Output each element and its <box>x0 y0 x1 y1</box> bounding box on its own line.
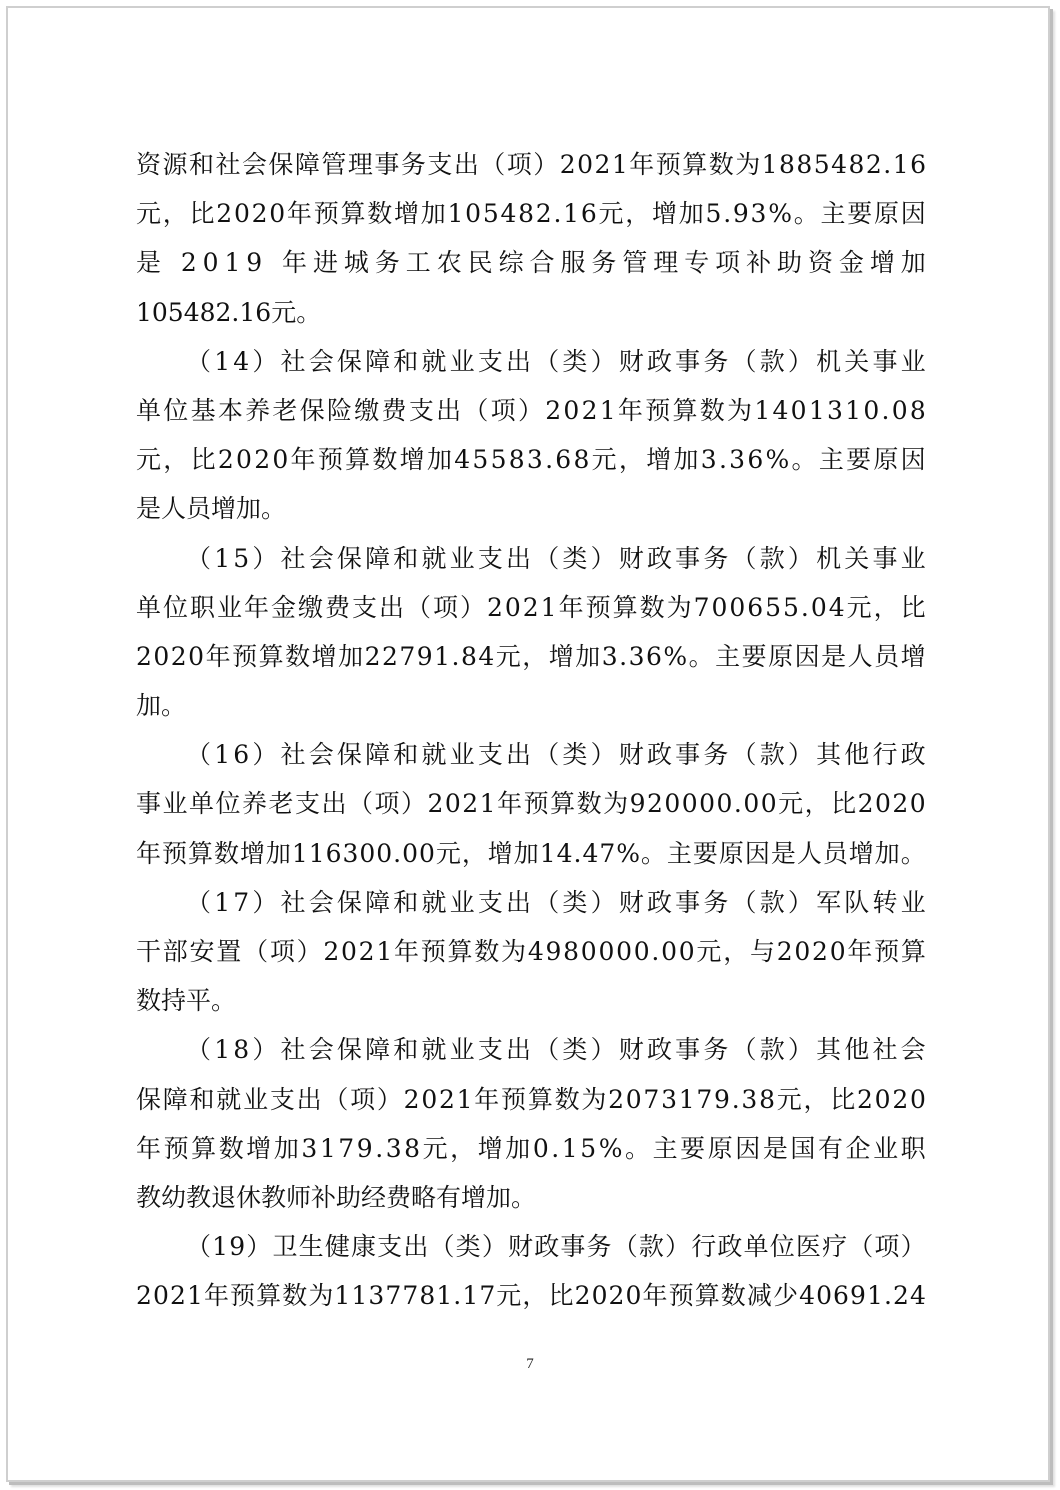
text-line: （ 1 6 ） 社 会 保 障 和 就 业 支 出 （ 类 ） 财 政 事 务 （ 款 ） 其 他 行 政 <box>186 740 926 770</box>
text-line: 数持平。 <box>136 986 237 1016</box>
text-line: 单 位 职 业 年 金 缴 费 支 出 （ 项 ） 2 0 2 1 年 预 算 数 为 7 0 0 6 5 5 . 0 4 元 ， 比 <box>136 592 926 622</box>
text-line: （ 1 8 ） 社 会 保 障 和 就 业 支 出 （ 类 ） 财 政 事 务 （ 款 ） 其 他 社 会 <box>186 1035 926 1065</box>
text-line: 事 业 单 位 养 老 支 出 （ 项 ） 2 0 2 1 年 预 算 数 为 9 2 0 0 0 0 . 0 0 元 ， 比 2 0 2 0 <box>136 789 926 819</box>
text-line: 单 位 基 本 养 老 保 险 缴 费 支 出 （ 项 ） 2 0 2 1 年 预 算 数 为 1 4 0 1 3 1 0 . 0 8 <box>136 395 926 425</box>
text-line: 元 ， 比 2 0 2 0 年 预 算 数 增 加 1 0 5 4 8 2 . 1 6 元 ， 增 加 5 . 9 3 % 。 主 要 原 因 <box>136 199 926 229</box>
document-body <box>136 140 926 1321</box>
text-line: 教幼教退休教师补助经费略有增加。 <box>136 1182 537 1212</box>
text-line: 干 部 安 置 （ 项 ） 2 0 2 1 年 预 算 数 为 4 9 8 0 0 0 0 . 0 0 元 ， 与 2 0 2 0 年 预 算 <box>136 937 926 966</box>
text-line: 是人员增加。 <box>136 494 287 524</box>
text-line: 年 预 算 数 增 加 3 1 7 9 . 3 8 元 ， 增 加 0 . 1 5 % 。 主 要 原 因 是 国 有 企 业 职 <box>136 1133 926 1163</box>
text-line: （ 1 7 ） 社 会 保 障 和 就 业 支 出 （ 类 ） 财 政 事 务 （ 款 ） 军 队 转 业 <box>186 887 926 917</box>
text-line: （ 1 9 ） 卫 生 健 康 支 出 （ 类 ） 财 政 事 务 （ 款 ） 行 政 单 位 医 疗 （ 项 ） <box>186 1232 926 1262</box>
text-line: 105482.16元。 <box>136 297 322 327</box>
text-line: 元 ， 比 2 0 2 0 年 预 算 数 增 加 4 5 5 8 3 . 6 8 元 ， 增 加 3 . 3 6 % 。 主 要 原 因 <box>136 445 926 475</box>
text-line: 2 0 2 0 年 预 算 数 增 加 2 2 7 9 1 . 8 4 元 ， 增 加 3 . 3 6 % 。 主 要 原 因 是 人 员 增 <box>136 641 926 671</box>
text-line: （ 1 4 ） 社 会 保 障 和 就 业 支 出 （ 类 ） 财 政 事 务 （ 款 ） 机 关 事 业 <box>186 346 926 376</box>
text-line: 是 2 0 1 9 年 进 城 务 工 农 民 综 合 服 务 管 理 专 项 补 助 资 金 增 加 <box>136 248 926 278</box>
page-number: 7 <box>526 1356 534 1372</box>
text-line: 年 预 算 数 增 加 1 1 6 3 0 0 . 0 0 元 ， 增 加 1 4 . 4 7 % 。 主 要 原 因 是 人 员 增 加 。 <box>136 838 926 868</box>
text-line: （ 1 5 ） 社 会 保 障 和 就 业 支 出 （ 类 ） 财 政 事 务 （ 款 ） 机 关 事 业 <box>186 543 926 573</box>
text-line: 保 障 和 就 业 支 出 （ 项 ） 2 0 2 1 年 预 算 数 为 2 0 7 3 1 7 9 . 3 8 元 ， 比 2 0 2 0 <box>136 1084 926 1114</box>
text-line: 加。 <box>136 691 187 721</box>
text-line: 2 0 2 1 年 预 算 数 为 1 1 3 7 7 8 1 . 1 7 元 ， 比 2 0 2 0 年 预 算 数 减 少 4 0 6 9 1 . 2 4 <box>136 1281 926 1311</box>
text-line: 资 源 和 社 会 保 障 管 理 事 务 支 出 （ 项 ） 2 0 2 1 年 预 算 数 为 1 8 8 5 4 8 2 . 1 6 <box>136 150 926 179</box>
